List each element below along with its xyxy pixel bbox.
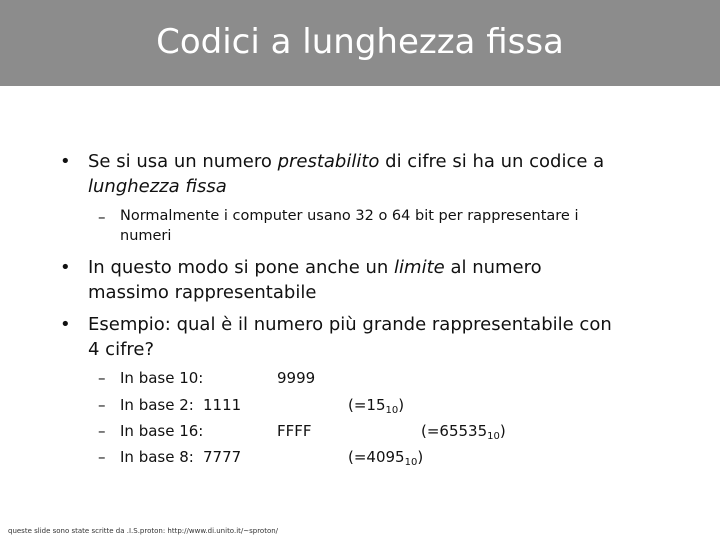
- example-value: FFFF: [277, 422, 312, 440]
- bullet-3-line-1: Esempio: qual è il numero più grande rappresentabile con: [88, 314, 612, 335]
- bullet-2-line-1: In questo modo si pone anche un limite al numero: [88, 257, 542, 278]
- example-label: In base 2:: [120, 396, 194, 414]
- example-value: 9999: [277, 369, 316, 387]
- bullet-1-line-2: lunghezza fissa: [88, 176, 227, 197]
- example-decimal-equivalent: $(=65535_{10})$: [421, 422, 506, 442]
- bullet-marker: •: [60, 257, 71, 278]
- dash-marker: –: [98, 396, 106, 414]
- footer-credit: queste slide sono state scritte da .I.S.proton: http://www.di.unito.it/~sproton/: [8, 527, 279, 535]
- sub-bullet-line-2: numeri: [120, 228, 172, 244]
- dash-marker: –: [98, 448, 106, 466]
- bullet-marker: •: [60, 151, 71, 172]
- slide-title: Codici a lunghezza fissa: [156, 22, 564, 62]
- sub-bullet-line-1: Normalmente i computer usano 32 o 64 bit per rappresentare i: [120, 208, 579, 224]
- example-label: In base 10:: [120, 369, 204, 387]
- example-value: 1111: [203, 396, 242, 414]
- example-label: In base 8:: [120, 448, 194, 466]
- example-decimal-equivalent: $(=15_{10})$: [348, 396, 405, 416]
- bullet-2-line-2: massimo rappresentabile: [88, 282, 317, 303]
- dash-marker: –: [98, 422, 106, 440]
- bullet-1-line-1: Se si usa un numero prestabilito di cifre si ha un codice a: [88, 151, 605, 172]
- dash-marker: –: [98, 369, 106, 387]
- example-label: In base 16:: [120, 422, 204, 440]
- title-bar: [0, 0, 720, 86]
- example-value: 7777: [203, 448, 242, 466]
- dash-marker: –: [98, 208, 106, 226]
- bullet-marker: •: [60, 314, 71, 335]
- example-decimal-equivalent: $(=4095_{10})$: [348, 448, 424, 468]
- bullet-3-line-2: 4 cifre?: [88, 339, 155, 360]
